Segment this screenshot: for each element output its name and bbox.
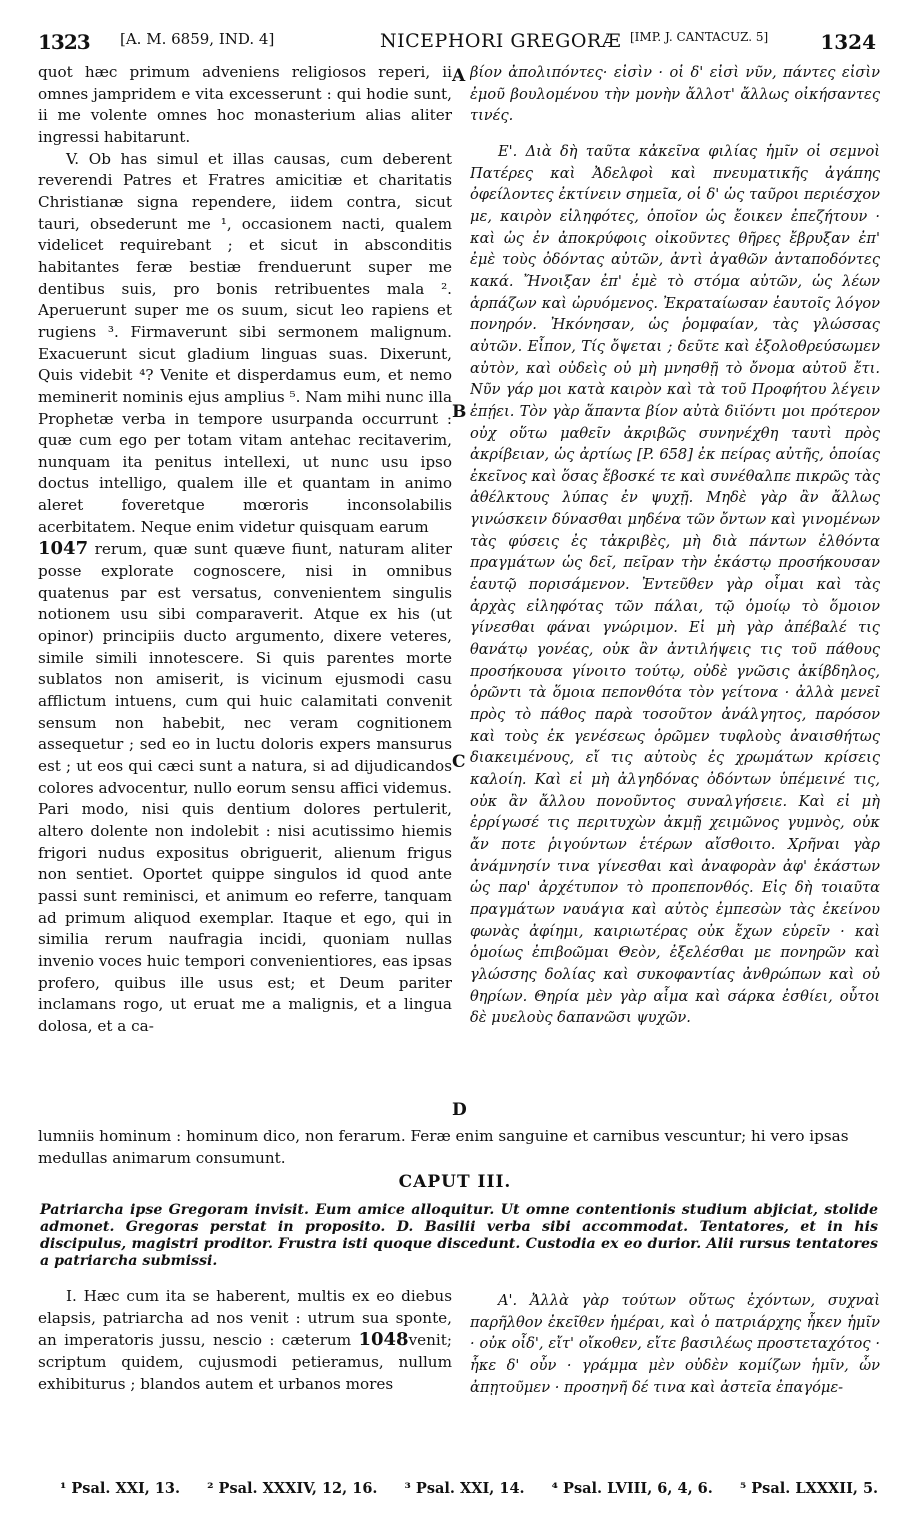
footnotes xyxy=(60,1480,880,1497)
running-header xyxy=(38,30,876,60)
greek-ch3-paragraph: Α'. Ἀλλὰ γὰρ τούτων οὕτως ἐχόντων, συχναὶ παρῆλθον ἐκεῖθεν ἡμέραι, καὶ ὁ πατριάρχης ἧκεν ἡμῖν · οὐκ οἶδ', εἴτ' οἴκοθεν, εἴτε βασιλέως προστεταχότος · ἧκε δ' οὖν · γράμμα μὲν οὐδὲν κομίζων ἡμῖν, ὧν ἀπῃτοῦμεν · προσηνῆ δέ τινα καὶ ἀστεῖα ἐπαγόμε- xyxy=(470,1292,880,1396)
latin-paragraph-2: V. Ob has simul et illas causas, cum deberent reverendi Patres et Fratres amicitiæ et charitatis Christianæ signa rependere, iidem contra, sicut tauri, obsederunt me ¹, occasionem nacti, qualem videlicet requirebant ; et sicut in absconditis habitantes feræ bestiæ frenduerunt super me dentibus suis, pro bonis retribuentes mala ². Aperuerunt super me os suum, sicut leo rapiens et rugiens ³. Firmaverunt sibi sermonem malignum. Exacuerunt sicut gladium linguas suas. Dixerunt, Quis videbit ⁴? Venite et disperdamus eum, et nemo meminerit nominis ejus amplius ⁵. Nam mihi nunc illa Prophetæ verba in tempore usurpanda occurrunt : quæ cum ego per totam vitam antehac recitaverim, nunquam ita penitus intellexi, ut nunc usu ipso doctus intelligo, qualem ille et quantam in animo aleret foveretque mœroris inconsolabilis acerbitatem. Neque enim videtur quisquam earum xyxy=(38,149,452,536)
margin-letter-c: C xyxy=(452,752,466,772)
page-mark-1047: 1047 xyxy=(38,538,89,560)
chapter-heading: CAPUT III. xyxy=(398,1172,512,1192)
greek-paragraph-2: Ε'. Διὰ δὴ ταῦτα κἀκεῖνα φιλίας ἡμῖν οἱ σεμνοὶ Πατέρες καὶ Ἀδελφοὶ καὶ πνευματικῆς ἀγάπης ὀφείλοντες ἐκτίνειν σημεῖα, οἱ δ' ὡς ταῦροι περιέσχον με, καιρὸν εἰληφότες, ὁποῖον ὡς ἔοικεν ἐπεζήτουν · καὶ ὡς ἐν ἀποκρύφοις οἰκοῦντες θῆρες ἔβρυξαν ἐπ' ἐμὲ τοὺς ὀδόντας αὐτῶν, ἀντὶ ἀγαθῶν ἀνταποδόντες κακά. Ἤνοιξαν ἐπ' ἐμὲ τὸ στόμα αὐτῶν, ὡς λέων ἁρπάζων καὶ ὠρυόμενος. Ἐκραταίωσαν ἑαυτοῖς λόγον πονηρόν. Ἠκόνησαν, ὡς ῥομφαίαν, τὰς γλώσσας αὐτῶν. Εἶπον, Τίς ὄψεται ; δεῦτε καὶ ἐξολοθρεύσωμεν αὐτὸν, καὶ οὐδεὶς οὐ μὴ μνησθῇ τὸ ὄνομα αὐτοῦ ἔτι. Νῦν γάρ μοι κατὰ καιρὸν καὶ τὰ τοῦ Προφήτου λέγειν ἐπῄει. Τὸν γὰρ ἅπαντα βίον αὐτὰ διϊόντι μοι πρότερον οὐχ οὕτω μαθεῖν ἀκριβῶς συνηνέχθη ταυτὶ πρὸς ἀκρίβειαν, ὡς ἀρτίως [P. 658] ἐκ πείρας αὐτῆς, ὁποίας ἐκεῖνος καὶ ὅσας ἔβοσκέ τε καὶ συνέθαλπε πικρῶς τὰς ἀθέλκτους λύπας ἐν ψυχῇ. Μηδὲ γὰρ ἂν ἄλλως γινώσκειν δύνασθαι μηδένα τῶν ὄντων καὶ γινομένων τὰς φύσεις ἐς τἀκριβὲς, μὴ διὰ πάντων ἐλθόντα πραγμάτων ὡς δεῖ, πεῖραν τὴν ἑκάστῳ προσήκουσαν ἑαυτῷ πορισάμενον. Ἐντεῦθεν γὰρ οἶμαι καὶ τὰς ἀρχὰς εἰληφότας τῶν πάλαι, τῷ ὁμοίῳ τὸ ὅμοιον γίνεσθαι φάναι γνώριμον. Εἰ μὴ γὰρ ἀπέβαλέ τις θανάτῳ γονέας, οὐκ ἂν ἀντιλήψεις τις τοῦ πάθους προσήκουσα γίνοιτο τούτῳ, οὐδὲ γνῶσις ἀκίβδηλος, ὁρῶντι τὰ ὅμοια πεπονθότα τὸν γείτονα · ἀλλὰ μενεῖ πρὸς τὸ πάθος παρὰ τοσοῦτον ἀνάλγητος, παρόσον καὶ τοὺς ἐκ γενέσεως ὁρῶμεν τυφλοὺς ἀναισθήτως διακειμένους, εἴ τις αὐτοὺς ἐς χρωμάτων κρίσεις καλοίη. Καὶ εἰ μὴ ἀλγηδόνας ὀδόντων ὑπέμεινέ τις, οὐκ ἂν ἄλλου πονοῦντος συναλγήσειε. Καὶ εἰ μὴ ἐρρίγωσέ τις περιτυχὼν ἀκμῇ χειμῶνος γυμνὸς, οὐκ ἄν ποτε ῥιγούντων ἑτέρων αἴσθοιτο. Χρῆναι γὰρ ἀνάμνησίν τινα γίνεσθαι καὶ ἀναφορὰν ἀφ' ἑκάστων ὡς παρ' ἀρχέτυπον τὸ προπεπονθός. Εἰς δὴ τοιαῦτα πραγμάτων ναυάγια καὶ αὐτὸς ἐμπεσὼν τὰς ἐκείνου φωνὰς ἀφίημι, καιριωτέρας οὐκ ἔχων εὑρεῖν · καὶ ὁμοίως ἐπιβοῶμαι Θεὸν, ἐξελέσθαι με πονηρῶν καὶ γλώσσης δολίας καὶ συκοφαντίας ἀνθρώπων καὶ οὐ θηρίων. Θηρία μὲν γὰρ αἷμα καὶ σάρκα ἐσθίει, οὗτοι δὲ μυελοὺς δαπανῶσι ψυχῶν. xyxy=(470,142,880,1027)
latin-ch3-text-a: I. Hæc cum ita se haberent, multis ex eo diebus elapsis, patriarcha ad nos venit : utrum sua sponte, an imperatoris jussu, nescio : cæterum xyxy=(38,1287,452,1350)
footnote-4: ⁴ Psal. LVIII, 6, 4, 6. xyxy=(551,1480,713,1497)
footnote-1: ¹ Psal. XXI, 13. xyxy=(60,1480,181,1497)
latin-column xyxy=(38,62,452,1170)
margin-letter-d: D xyxy=(452,1100,467,1120)
footnote-2: ² Psal. XXXIV, 12, 16. xyxy=(207,1480,378,1497)
page-number-right: 1324 xyxy=(820,30,876,54)
header-reference-left: [A. M. 6859, IND. 4] xyxy=(120,30,275,48)
header-title: NICEPHORI GREGORÆ xyxy=(380,30,622,52)
latin-column-2 xyxy=(38,1286,452,1446)
greek-paragraph-1: βίον ἀπολιπόντες· εἰσὶν · οἱ δ' εἰσὶ νῦν, πάντες εἰσὶν ἐμοῦ βουλομένου τὴν μονὴν ἄλλοτ' ἄλλως οἰκήσαντες τινές. xyxy=(470,64,880,125)
latin-ch3-text-b: venit; scriptum quidem, cujusmodi petieramus, nullum exhibiturus ; blandos autem et urbanos mores xyxy=(38,1331,452,1393)
greek-column-2 xyxy=(470,1290,880,1446)
margin-letter-b: B xyxy=(452,402,467,422)
latin-paragraph-3-text: rerum, quæ sunt quæve fiunt, naturam aliter posse explorate cognoscere, nisi in omnibus quatenus par est versatus, convenientem singulis notionem usu sibi comparaverit. Atque ex his (ut opinor) principiis ducto argumento, dixere veteres, simile simili innotescere. Si quis parentes morte sublatos non amiserit, is vicinum ejusmodi casu afflictum intuens, cum qui huic calamitati convenit sensum non habebit, nec veram cognitionem assequetur ; sed eo in luctu doloris expers mansurus est ; ut eos qui cæci sunt a natura, si ad dijudicandos colores advocentur, nullo eorum sensu affici videmus. Pari modo, nisi quis dentium dolores pertulerit, altero dolente non indolebit : nisi acutissimo hiemis frigori nudus expositus obriguerit, alienum frigus non sentiet. Oportet quippe singulos id quod ante passi sunt reminisci, et animum eo referre, tanquam ad primum aliquod exemplar. Itaque et ego, qui in similia rerum naufragia incidi, quoniam nullas invenio voces huic tempori convenientiores, eas ipsas profero, quibus ille usus est; et Deum pariter inclamans rogo, ut eruat me a malignis, et a lingua dolosa, et a ca- xyxy=(38,540,452,1035)
page-mark-1048: 1048 xyxy=(358,1329,409,1351)
greek-column xyxy=(470,62,880,1126)
margin-letter-a: A xyxy=(452,66,466,86)
footnote-3: ³ Psal. XXI, 14. xyxy=(404,1480,525,1497)
header-reference-right: [IMP. J. CANTACUZ. 5] xyxy=(630,30,769,44)
latin-paragraph-3 xyxy=(38,538,452,1037)
page-number-left: 1323 xyxy=(38,30,90,54)
footnote-5: ⁵ Psal. LXXXII, 5. xyxy=(739,1480,879,1497)
latin-ch3-paragraph xyxy=(38,1286,452,1395)
chapter-summary: Patriarcha ipse Gregoram invisit. Eum amice alloquitur. Ut omne contentionis studium abjiciat, stolide admonet. Gregoras perstat in proposito. D. Basilii verba sibi accommodat. Tentatores, et in his discipulus, magistri proditor. Frustra isti quoque discedunt. Custodia ex eo durior. Alii rursus tentatores a patriarcha submissi. xyxy=(40,1202,878,1269)
full-width-line: lumniis hominum : hominum dico, non ferarum. Feræ enim sanguine et carnibus vescuntur; hi vero ipsas medullas animarum consumunt. xyxy=(38,1127,849,1167)
latin-paragraph-1: quot hæc primum adveniens religiosos reperi, ii omnes jampridem e vita excesserunt : qui hodie sunt, ii me volente omnes hoc monasterium alias aliter ingressi habitarunt. xyxy=(38,63,452,146)
